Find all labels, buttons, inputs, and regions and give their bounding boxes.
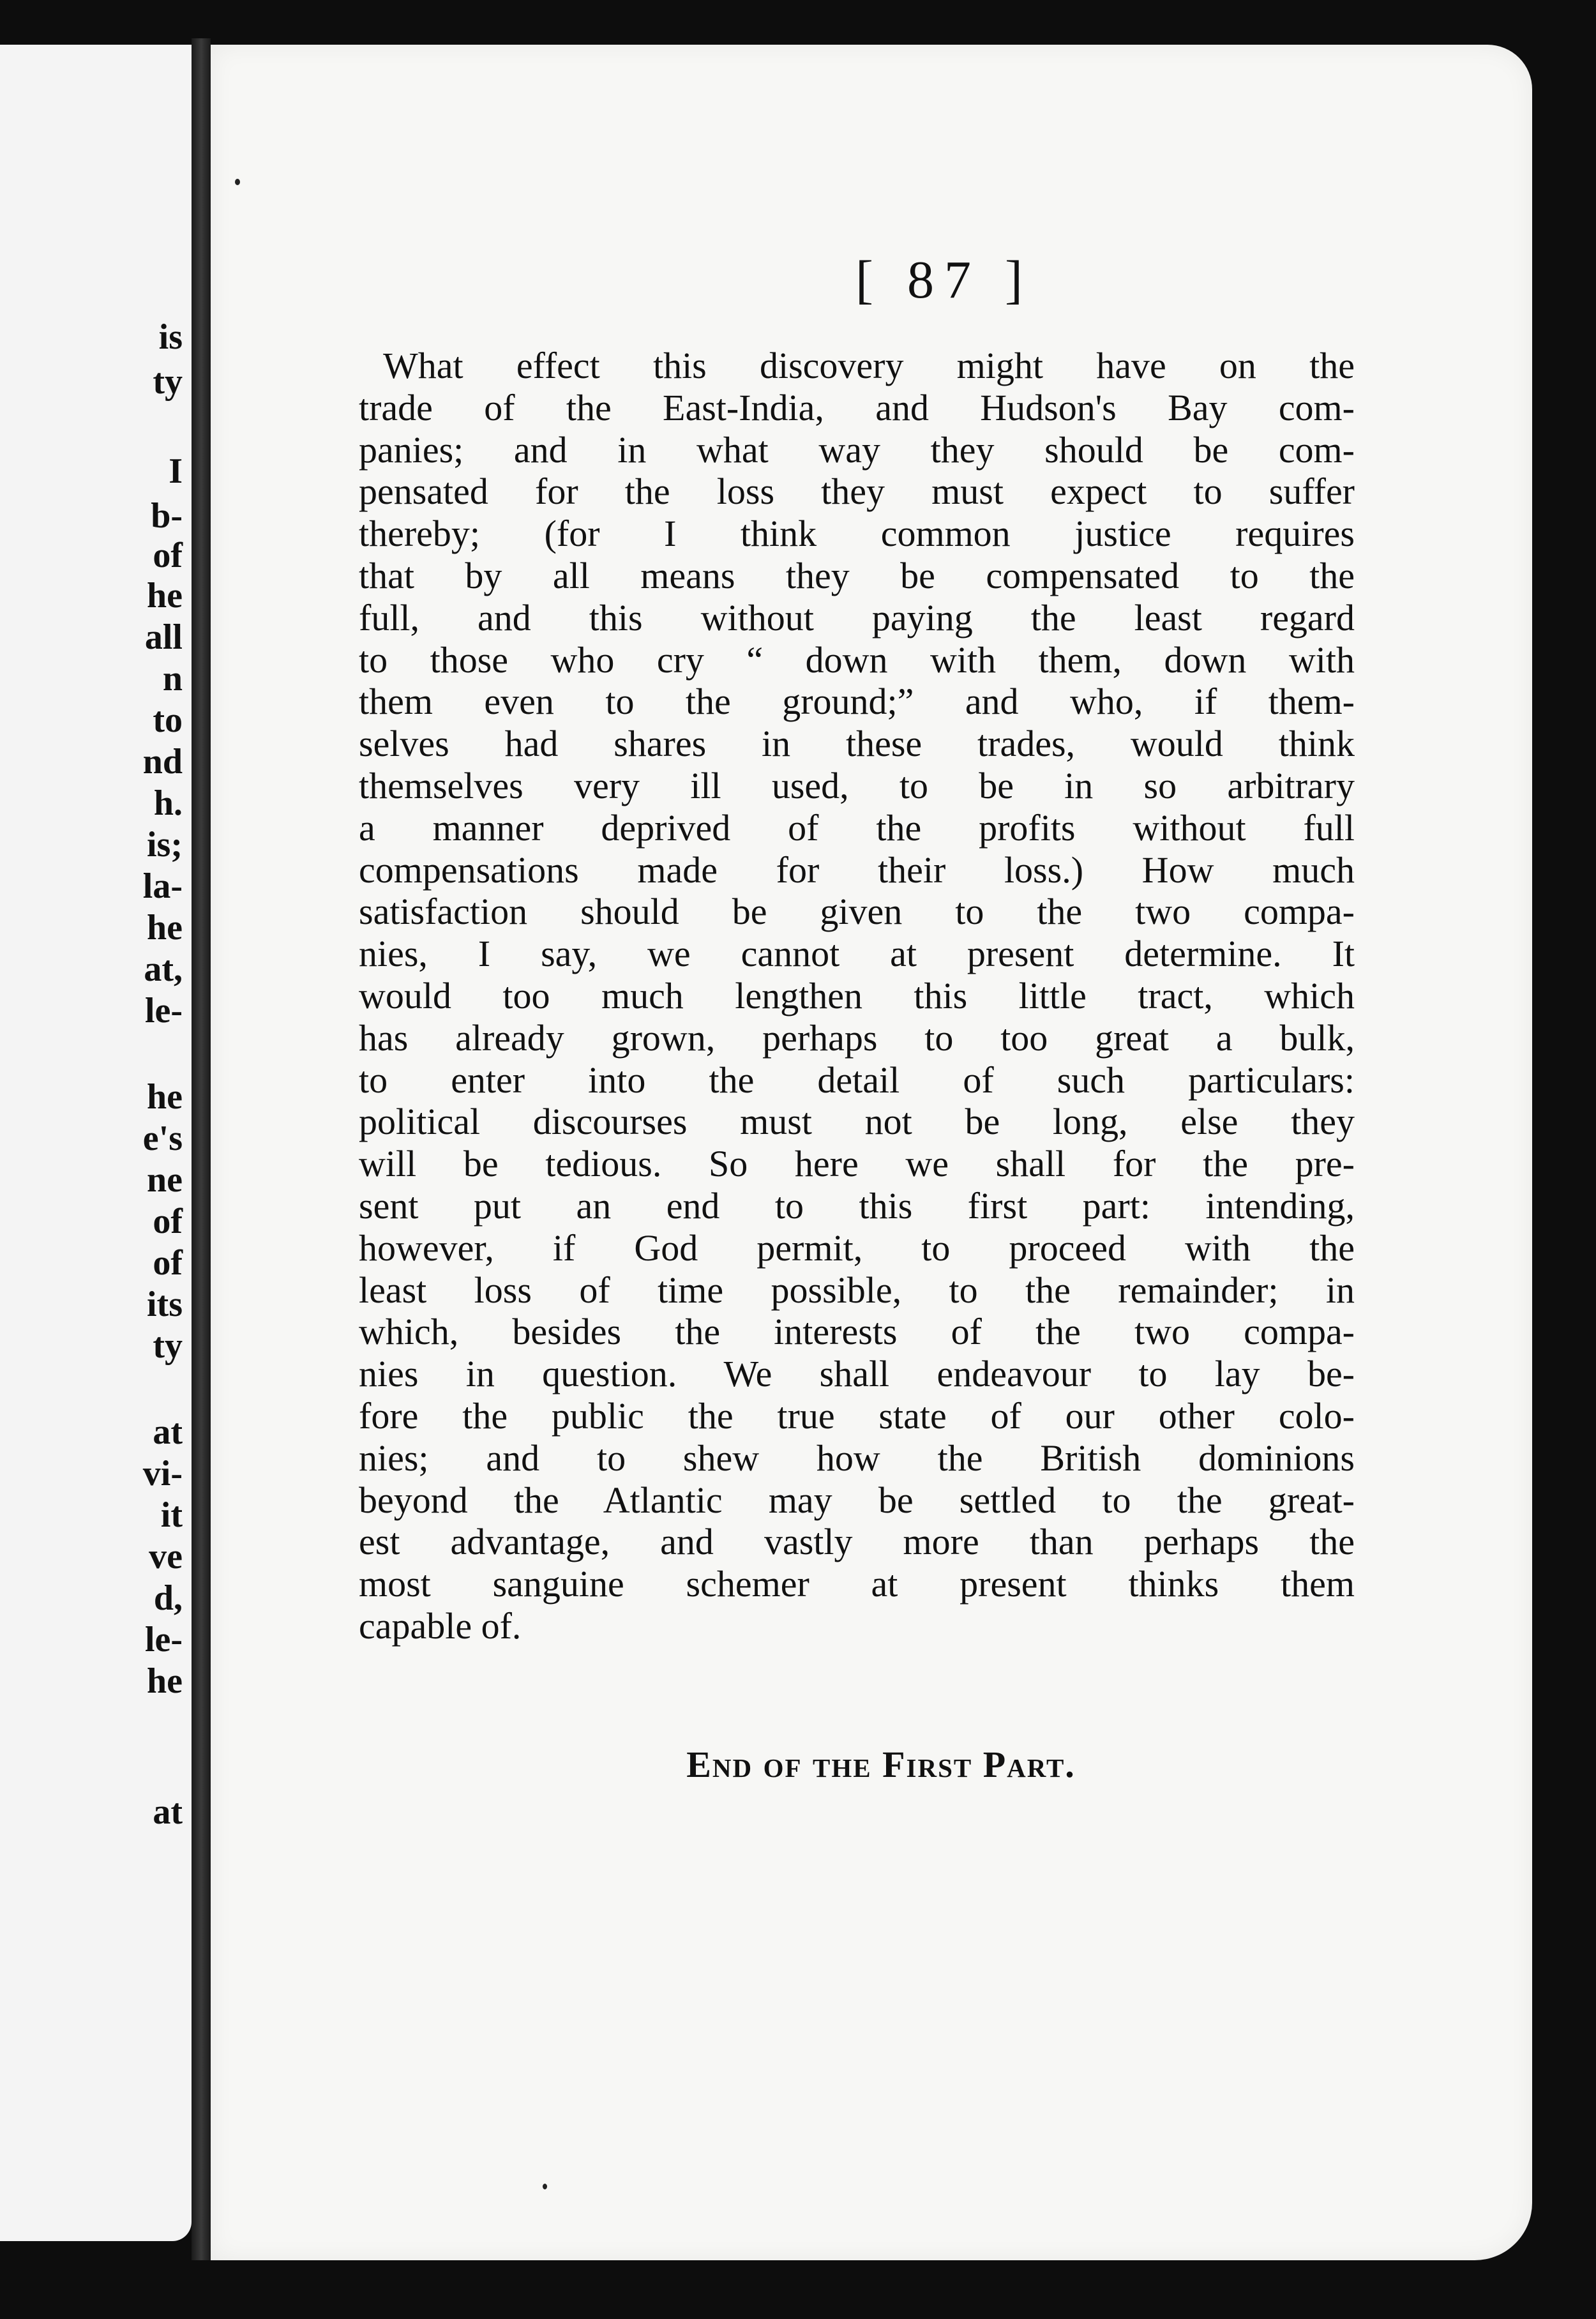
text-line: fore the public the true state of our other colo- [359, 1394, 1355, 1437]
left-page-text: at [153, 1412, 183, 1452]
left-page-text: it [160, 1495, 183, 1535]
left-page-text: its [147, 1285, 183, 1324]
text-line: thereby; (for I think common justice requires [359, 513, 1355, 555]
left-page-text: I [169, 451, 183, 491]
left-page-text: he [147, 576, 183, 616]
text-line: a manner deprived of the profits without full [359, 806, 1355, 849]
text-line: has already grown, perhaps to too great a bulk, [359, 1016, 1355, 1059]
text-line: capable of. [359, 1605, 522, 1647]
text-line: themselves very ill used, to be in so arbitrary [359, 764, 1355, 806]
left-page-text: of [153, 536, 183, 575]
text-line: that by all means they be compensated to the [359, 554, 1355, 596]
left-page-text: is [158, 317, 183, 357]
left-page-fragment [0, 45, 192, 2241]
left-page-text: e's [142, 1119, 183, 1158]
text-line: compensations made for their loss.) How much [359, 849, 1355, 891]
text-line: them even to the ground;” and who, if them- [359, 681, 1355, 723]
end-of-part-heading: End of the First Part. [686, 1744, 1076, 1785]
text-line: What effect this discovery might have on the [383, 345, 1355, 386]
text-line: selves had shares in these trades, would think [359, 723, 1355, 765]
text-line: panies; and in what way they should be com- [359, 428, 1355, 471]
ink-speck [543, 2184, 547, 2189]
text-line: to those who cry “ down with them, down with [359, 638, 1355, 681]
text-line: sent put an end to this first part: intending, [359, 1184, 1355, 1227]
left-page-text: vi- [142, 1454, 183, 1493]
ink-speck [235, 179, 240, 185]
left-page-text: at [153, 1792, 183, 1832]
left-page-text: all [144, 617, 183, 657]
left-page-text: ty [153, 1326, 183, 1366]
text-line: nies, I say, we cannot at present determine. It [359, 933, 1355, 975]
text-line: would too much lengthen this little tract, which [359, 974, 1355, 1016]
text-line: to enter into the detail of such particulars: [359, 1059, 1355, 1101]
left-page-text: he [147, 1077, 183, 1117]
left-page-text: he [147, 1661, 183, 1701]
left-page-text: ve [149, 1537, 183, 1576]
text-line: will be tedious. So here we shall for the pre- [359, 1143, 1355, 1185]
left-page-text: of [153, 1202, 183, 1241]
left-page-text: nd [142, 742, 183, 782]
text-line: however, if God permit, to proceed with the [359, 1227, 1355, 1269]
text-line: least loss of time possible, to the remainder; in [359, 1269, 1355, 1311]
text-line: nies; and to shew how the British dominions [359, 1437, 1355, 1479]
left-page-text: le- [144, 991, 183, 1031]
text-line: pensated for the loss they must expect to suffer [359, 471, 1355, 513]
left-page-text: n [162, 659, 183, 699]
text-line: political discourses must not be long, else they [359, 1101, 1355, 1143]
left-page-text: he [147, 908, 183, 948]
left-page-text: d, [153, 1578, 183, 1618]
body-text [359, 345, 1355, 1647]
page-number: [ 87 ] [855, 250, 1033, 310]
left-page-text: le- [144, 1620, 183, 1659]
left-page-text: of [153, 1243, 183, 1283]
left-page-text: la- [142, 866, 183, 906]
book-gutter [192, 38, 211, 2260]
left-page-text: is; [147, 825, 183, 865]
left-page-text: ne [147, 1160, 183, 1200]
text-line: most sanguine schemer at present thinks them [359, 1563, 1355, 1605]
book-page [211, 45, 1532, 2260]
left-page-text: h. [153, 783, 183, 823]
text-line: which, besides the interests of the two compa- [359, 1311, 1355, 1353]
text-line: full, and this without paying the least regard [359, 596, 1355, 638]
text-line: trade of the East-India, and Hudson's Bay com- [359, 386, 1355, 428]
left-page-text: at, [144, 949, 183, 989]
text-line: beyond the Atlantic may be settled to the great- [359, 1479, 1355, 1521]
text-line: est advantage, and vastly more than perhaps the [359, 1521, 1355, 1563]
left-page-text: to [153, 700, 183, 740]
left-page-text: b- [151, 496, 183, 536]
text-line: nies in question. We shall endeavour to lay be- [359, 1353, 1355, 1395]
left-page-text: ty [153, 362, 183, 402]
text-line: satisfaction should be given to the two compa- [359, 891, 1355, 933]
